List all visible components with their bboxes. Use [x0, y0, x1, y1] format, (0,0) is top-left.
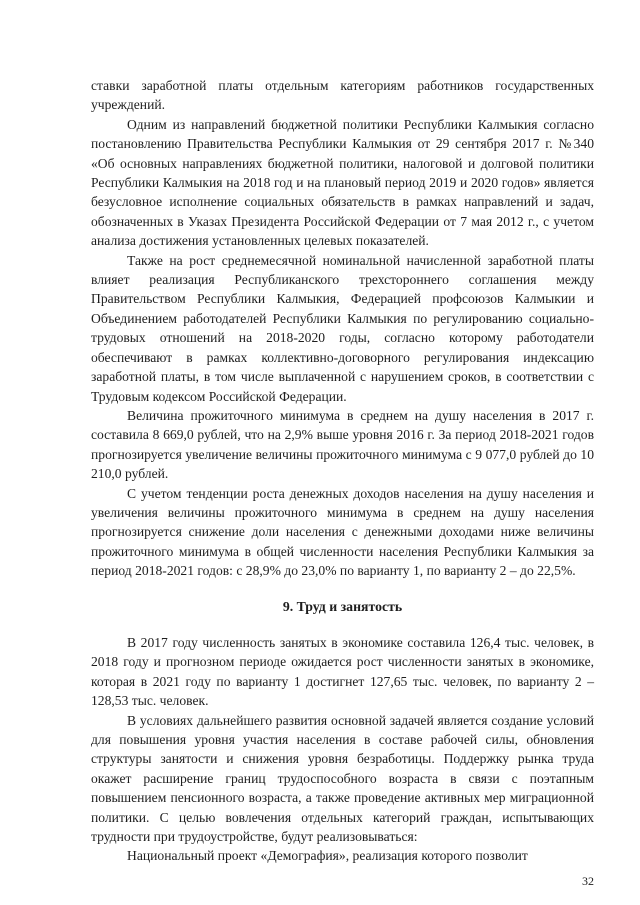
top-text-block — [91, 76, 594, 581]
bottom-text-block — [91, 633, 594, 866]
paragraph-national-project: Национальный проект «Демография», реализация которого позволит — [127, 848, 528, 864]
paragraph-continuation: ставки заработной платы отдельным категориям работников государственных учреждений. — [91, 78, 594, 113]
paragraph-tripartite-agreement: Также на рост среднемесячной номинальной начисленной заработной платы влияет реализация Республиканского трехстороннего соглашения между Правительством Республики Калмыкия, Федерацией профсоюзов Калмыкии и Объединением работодателей Республики Калмыкия по регулированию социально-трудовых отношений на 2018-2020 годы, согласно которому работодатели обеспечивают в рамках коллективно-договорного регулирования индексацию заработной платы, в том числе выплаченной с нарушением сроков, в соответствии с Трудовым кодексом Российской Федерации. — [91, 252, 594, 404]
paragraph-labor-market: В условиях дальнейшего развития основной задачей является создание условий для повышения уровня участия населения в составе рабочей силы, обновления структуры занятости и снижения уровня безработицы. Поддержку рынка труда окажет расширение границ трудоспособного возраста в связи с поэтапным повышением пенсионного возраста, а также проведение активных мер миграционной политики. С целью вовлечения отдельных категорий граждан, испытывающих трудности при трудоустройстве, будут реализовываться: — [91, 712, 594, 845]
paragraph-poverty-share: С учетом тенденции роста денежных доходов населения на душу населения и увеличения величины прожиточного минимума в среднем на душу населения прогнозируется снижение доли населения с денежными доходами ниже величины прожиточного минимума в общей численности населения Республики Калмыкия за период 2018-2021 годов: с 28,9% до 23,0% по варианту 1, по варианту 2 – до 22,5%. — [91, 485, 594, 579]
paragraph-budget-policy: Одним из направлений бюджетной политики Республики Калмыкия согласно постановлению Правительства Республики Калмыкия от 29 сентября 2017 г. №340 «Об основных направлениях бюджетной политики, налоговой и долговой политики Республики Калмыкия на 2018 год и на плановый период 2019 и 2020 годов» является безусловное исполнение социальных обязательств в рамках направлений и задач, обозначенных в Указах Президента Российской Федерации от 7 мая 2012 г., с учетом анализа достижения установленных целевых показателей. — [91, 116, 594, 249]
page-number: 32 — [582, 874, 594, 888]
paragraph-subsistence-minimum: Величина прожиточного минимума в среднем на душу населения в 2017 г. составила 8 669,0 рублей, что на 2,9% выше уровня 2016 г. За период 2018-2021 годов прогнозируется увеличение величины прожиточного минимума с 9 077,0 рублей до 10 210,0 рублей. — [91, 407, 594, 482]
section-heading: 9. Труд и занятость — [282, 599, 403, 614]
paragraph-employment-count: В 2017 году численность занятых в экономике составила 126,4 тыс. человек, в 2018 году и прогнозном периоде ожидается рост численности занятых в экономике, которая в 2021 году по варианту 1 достигнет 127,65 тыс. человек, по варианту 2 – 128,53 тыс. человек. — [91, 635, 594, 709]
